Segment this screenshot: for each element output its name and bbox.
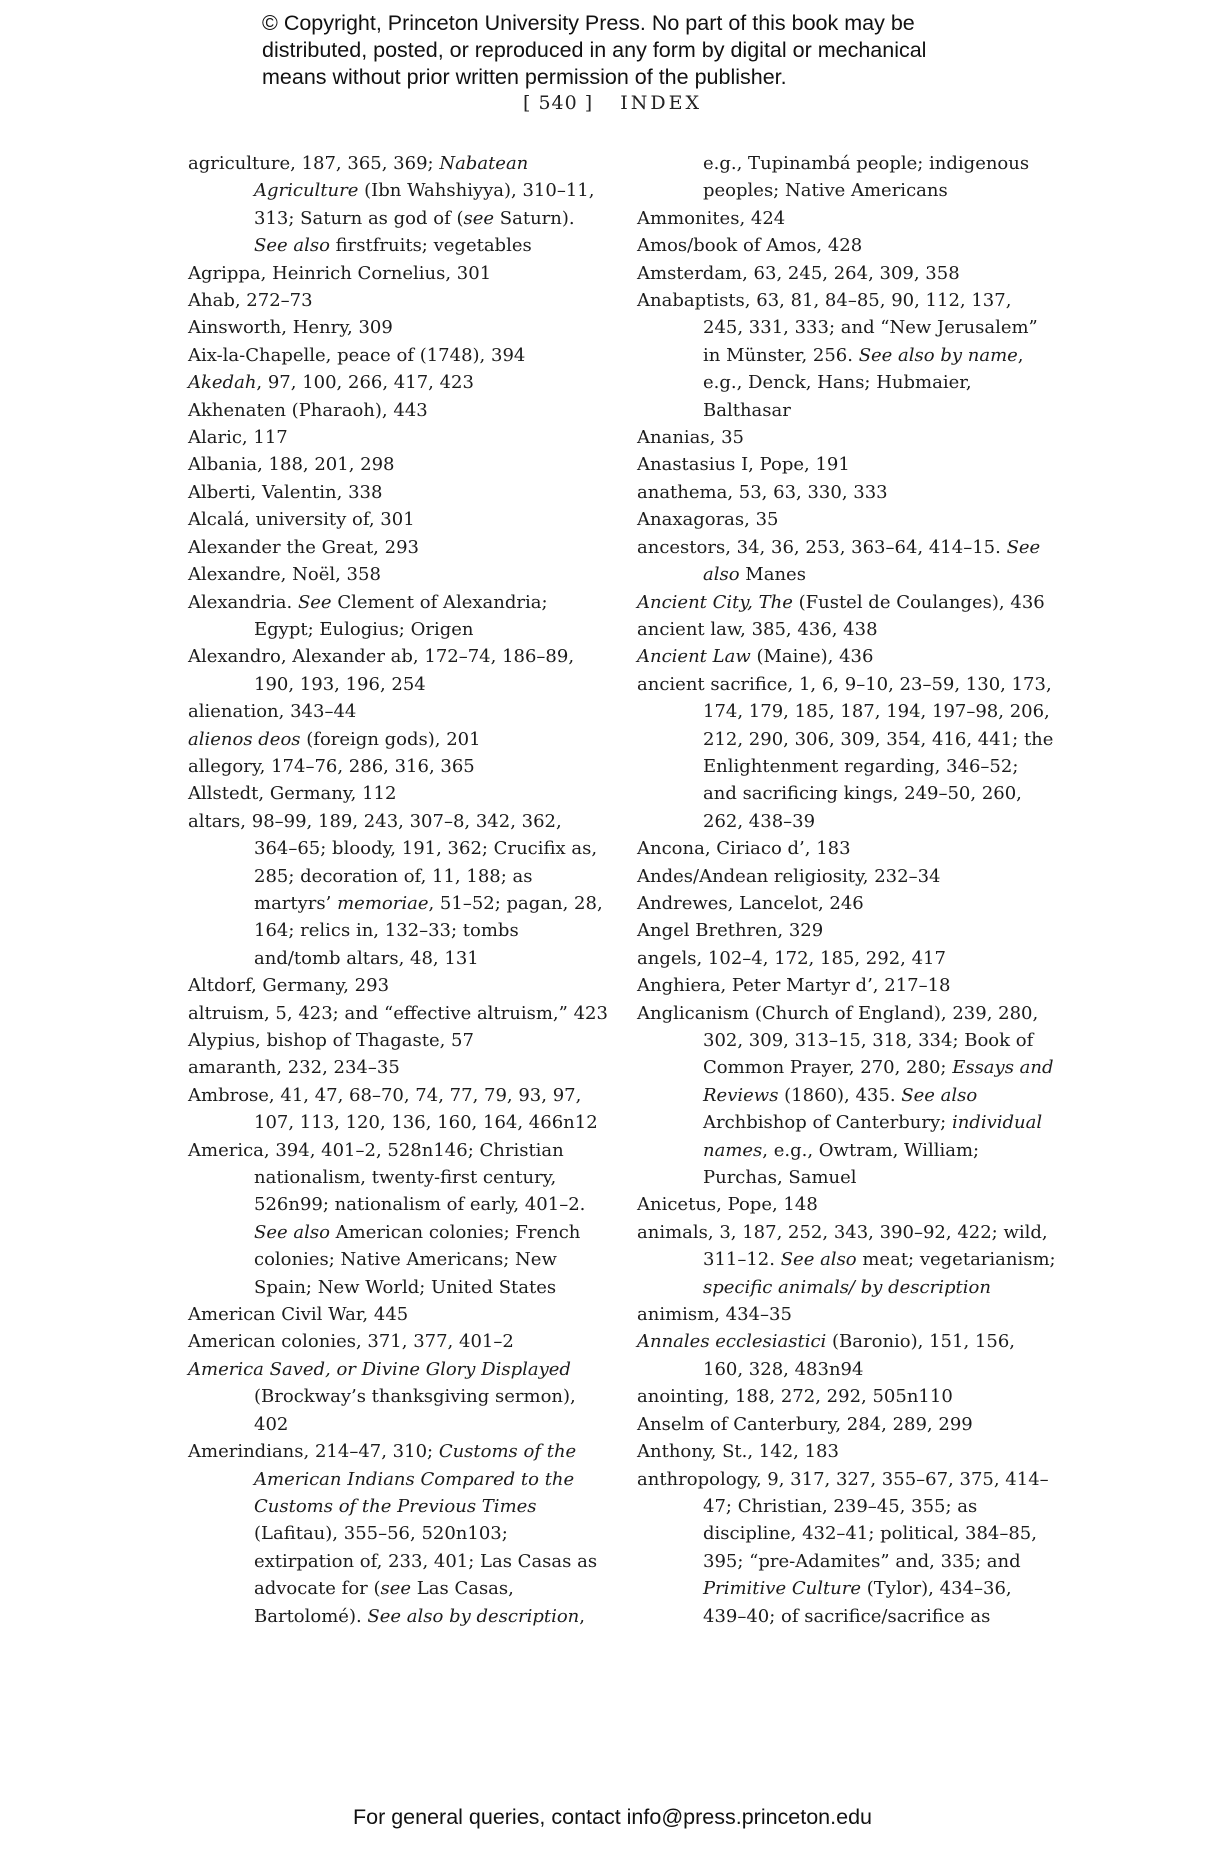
index-entry (188, 1137, 608, 1301)
index-entry-text: e.g., Tupinambá people; indigenous peoples; Native Americans (703, 153, 1030, 202)
index-entry (188, 1328, 608, 1355)
index-entry-text: Angel Brethren, 329 (637, 920, 824, 942)
index-entry (637, 1411, 1057, 1438)
index-entry-italic-text: America Saved, or Divine Glory Displayed (188, 1358, 571, 1380)
index-entry-text: Albania, 188, 201, 298 (188, 454, 395, 476)
index-entry (188, 314, 608, 341)
index-entry-italic-text: Akedah (188, 372, 257, 394)
index-entry (188, 1000, 608, 1027)
index-entry (637, 1328, 1057, 1383)
index-entry-text: Anicetus, Pope, 148 (637, 1194, 818, 1216)
index-entry-text: ancient sacrifice, 1, 6, 9–10, 23–59, 130, 173, 174, 179, 185, 187, 194, 197–98, 206, 212, 290, 306, 309, 354, 416, 441; the Enlightenment regarding, 346–52; and sacrificing kings, 249–50, 260, 262, 438–39 (637, 673, 1054, 832)
index-entry-italic-text: See also by description (367, 1605, 580, 1627)
index-entry-text: Ammonites, 424 (637, 207, 786, 229)
index-entry-italic-text: Essays and Reviews (703, 1057, 1054, 1106)
index-entry-text: (Lafitau), 355–56, 520n103; extirpation of, 233, 401; Las Casas as advocate for ( (254, 1523, 598, 1600)
index-entry-text: animals, 3, 187, 252, 343, 390–92, 422; wild, 311–12. (637, 1221, 1048, 1271)
index-entry-italic-text: memoriae (337, 892, 429, 914)
index-entry (188, 451, 608, 478)
index-entry-text: , e.g., Owtram, William; Purchas, Samuel (703, 1139, 980, 1189)
index-entry-text: Aix-la-Chapelle, peace of (1748), 394 (188, 344, 526, 366)
index-entry-text: American Civil War, 445 (188, 1304, 409, 1326)
index-entry (188, 424, 608, 451)
index-entry (637, 479, 1057, 506)
index-entry-text: Clement of Alexandria; Egypt; Eulogius; Origen (254, 591, 548, 640)
index-entry-text: ancient law, 385, 436, 438 (637, 618, 878, 640)
index-entry (188, 342, 608, 369)
index-entry (188, 1301, 608, 1328)
index-entry (637, 424, 1057, 451)
index-entry (637, 1219, 1057, 1301)
index-entry-italic-text: specific animals/ by description (703, 1276, 991, 1298)
index-entry (637, 506, 1057, 533)
index-entry-text: Ambrose, 41, 47, 68–70, 74, 77, 79, 93, 97, 107, 113, 120, 136, 160, 164, 466n12 (188, 1084, 598, 1134)
index-entry-text: American colonies, 371, 377, 401–2 (188, 1331, 514, 1353)
index-entry-text: Las Casas, Bartolomé). (254, 1578, 514, 1627)
index-entry-text: altruism, 5, 423; and “effective altruism,” 423 (188, 1002, 608, 1024)
index-entry-italic-text: See also (780, 1249, 857, 1271)
index-entry-text: Allstedt, Germany, 112 (188, 783, 397, 805)
index-entry (637, 1191, 1057, 1218)
index-entry (637, 260, 1057, 287)
index-entry-text: anathema, 53, 63, 330, 333 (637, 481, 888, 503)
index-entry (637, 1000, 1057, 1192)
running-title: INDEX (620, 92, 702, 114)
index-entry (637, 1383, 1057, 1410)
index-entry (637, 643, 1057, 670)
index-entry (188, 150, 608, 260)
index-entry (188, 589, 608, 644)
index-entry-text: Amsterdam, 63, 245, 264, 309, 358 (637, 262, 960, 284)
copyright-line: distributed, posted, or reproduced in any form by digital or mechanical (262, 38, 927, 62)
index-entry-italic-text: See (297, 591, 332, 613)
index-entry-italic-text: Customs of the American Indians Compared to the Customs of the Previous Times (254, 1441, 577, 1517)
index-entry (188, 287, 608, 314)
index-entry-text: Alexandre, Noël, 358 (188, 564, 381, 586)
index-entry-text: agriculture, 187, 365, 369; (188, 153, 440, 174)
index-entry-text: Anglicanism (Church of England), 239, 280, 302, 309, 313–15, 318, 334; Book of Common Prayer, 270, 280; (637, 1002, 1039, 1079)
page-number: [ 540 ] (523, 92, 594, 114)
index-entry (188, 1054, 608, 1081)
index-entry (637, 972, 1057, 999)
index-entry (637, 589, 1057, 616)
copyright-line: means without prior written permission of the publisher. (262, 65, 787, 89)
index-column-right (637, 150, 1057, 1630)
index-entry-text: Ancona, Ciriaco d’, 183 (637, 838, 851, 860)
index-entry (188, 260, 608, 287)
index-entry (637, 835, 1057, 862)
index-entry (188, 534, 608, 561)
index-entry-italic-text: Ancient Law (637, 646, 751, 668)
index-entry (188, 1438, 608, 1630)
index-entry-italic-text: See also (254, 1221, 330, 1243)
index-entry-italic-text: see (463, 207, 495, 229)
index-entry (188, 698, 608, 725)
index-entry (188, 726, 608, 753)
index-entry-text: Anselm of Canterbury, 284, 289, 299 (637, 1413, 973, 1435)
index-entry (637, 205, 1057, 232)
index-entry-text: anointing, 188, 272, 292, 505n110 (637, 1386, 953, 1408)
index-entry (188, 1082, 608, 1137)
index-entry-text: (Fustel de Coulanges), 436 (792, 591, 1045, 613)
copyright-notice (262, 10, 1022, 91)
index-entry (637, 1301, 1057, 1328)
index-entry-italic-text: See also by name (858, 344, 1018, 366)
index-entry (637, 1438, 1057, 1465)
index-entry (637, 1466, 1057, 1630)
index-entry-text: altars, 98–99, 189, 243, 307–8, 342, 362, 364–65; bloody, 191, 362; Crucifix as, 285; decoration of, 11, 188; as martyrs’ (188, 810, 598, 914)
index-entry-italic-text: see (380, 1578, 412, 1600)
index-entry (637, 616, 1057, 643)
index-entry-text: Amos/book of Amos, 428 (637, 235, 863, 257)
index-entry-text: ancestors, 34, 36, 253, 363–64, 414–15. (637, 536, 1007, 558)
index-entry (637, 863, 1057, 890)
index-entry (637, 890, 1057, 917)
index-entry-text: Amerindians, 214–47, 310; (188, 1441, 439, 1463)
index-entry-italic-text: See also (703, 536, 1041, 586)
index-entry-continuation (637, 150, 1057, 205)
index-entry-text: Agrippa, Heinrich Cornelius, 301 (188, 262, 492, 284)
index-entry-text: anthropology, 9, 317, 327, 355–67, 375, 414–47; Christian, 239–45, 355; as discipline, 432–41; political, 384–85, 395; “pre-Adamites” and, 335; and (637, 1468, 1049, 1572)
index-entry-text: Anghiera, Peter Martyr d’, 217–18 (637, 975, 951, 997)
index-entry (188, 753, 608, 780)
index-entry-italic-text: See also (901, 1084, 978, 1106)
running-head (0, 92, 1225, 114)
index-entry (188, 972, 608, 999)
index-entry-text: (Maine), 436 (750, 646, 874, 668)
index-entry (188, 479, 608, 506)
index-entry-text: (Baronio), 151, 156, 160, 328, 483n94 (703, 1331, 1015, 1380)
index-entry-text: , 97, 100, 266, 417, 423 (256, 372, 474, 394)
index-entry-text: amaranth, 232, 234–35 (188, 1057, 400, 1079)
index-entry-text: Saturn). (494, 207, 575, 229)
index-entry-italic-text: Annales ecclesiastici (637, 1331, 827, 1353)
index-entry (188, 1356, 608, 1438)
index-entry-text: America, 394, 401–2, 528n146; Christian nationalism, twenty-first century, 526n99; nationalism of early, 401–2. (188, 1139, 586, 1216)
index-entry-text: animism, 434–35 (637, 1304, 792, 1326)
index-entry (637, 232, 1057, 259)
index-entry-italic-text: See also (254, 235, 330, 257)
index-entry-text: Anabaptists, 63, 81, 84–85, 90, 112, 137, 245, 331, 333; and “New Jerusalem” in Münster, 256. (637, 290, 1038, 366)
index-entry-text: firstfruits; vegetables (329, 235, 532, 257)
index-entry-text: angels, 102–4, 172, 185, 292, 417 (637, 947, 946, 969)
index-entry-text: , 51–52; pagan, 28, 164; relics in, 132–33; tombs and/tomb altars, 48, 131 (254, 892, 603, 969)
footer-contact: For general queries, contact info@press.princeton.edu (352, 1805, 872, 1829)
index-entry-text: Manes (739, 564, 806, 586)
index-entry-text: Ahab, 272–73 (188, 290, 313, 312)
index-entry-text: Andrewes, Lancelot, 246 (637, 892, 864, 914)
index-entry-text: Anthony, St., 142, 183 (637, 1441, 839, 1463)
index-entry-text: alienation, 343–44 (188, 701, 357, 723)
index-entry (188, 506, 608, 533)
index-entry-text: (Brockway’s thanksgiving sermon), 402 (254, 1386, 576, 1435)
index-entry-text: meat; vegetarianism; (856, 1249, 1056, 1271)
index-entry (188, 561, 608, 588)
index-entry-text: Alcalá, university of, 301 (188, 509, 415, 531)
index-entry (188, 1027, 608, 1054)
index-entry (637, 287, 1057, 424)
index-entry-text: Alaric, 117 (188, 427, 288, 449)
index-entry-italic-text: alienos deos (188, 728, 301, 750)
index-entry-text: Alypius, bishop of Thagaste, 57 (188, 1030, 474, 1051)
index-entry (637, 945, 1057, 972)
index-entry-text: Akhenaten (Pharaoh), 443 (188, 399, 428, 421)
index-entry (188, 643, 608, 698)
index-entry (637, 451, 1057, 478)
index-entry-text: Alexandria. (188, 591, 298, 613)
index-entry (188, 369, 608, 396)
index-entry (637, 671, 1057, 835)
index-entry-text: allegory, 174–76, 286, 316, 365 (188, 755, 475, 777)
index-entry-text: Alexandro, Alexander ab, 172–74, 186–89, 190, 193, 196, 254 (188, 646, 575, 695)
index-entry-italic-text: Primitive Culture (703, 1578, 862, 1600)
copyright-line: © Copyright, Princeton University Press. No part of this book may be (262, 11, 915, 35)
index-entry-text: (Ibn Wahshiyya), 310–11, 313; Saturn as god of ( (254, 180, 595, 229)
index-entry-text: Alberti, Valentin, 338 (188, 481, 383, 503)
index-entry-text: Anastasius I, Pope, 191 (637, 454, 850, 476)
index-entry (188, 808, 608, 972)
index-entry (637, 917, 1057, 944)
index-entry-text: Ananias, 35 (637, 427, 744, 449)
index-entry-text: American colonies; French colonies; Native Americans; New Spain; New World; United States (254, 1221, 581, 1298)
index-column-left (188, 150, 608, 1630)
index-entry-text: Andes/Andean religiosity, 232–34 (637, 865, 941, 887)
index-entry (188, 397, 608, 424)
index-entry-text: Alexander the Great, 293 (188, 536, 419, 558)
index-entry-text: Altdorf, Germany, 293 (188, 975, 390, 997)
index-entry (637, 534, 1057, 589)
index-entry-text: Anaxagoras, 35 (637, 509, 779, 531)
index-entry-text: (1860), 435. (778, 1084, 902, 1106)
index-entry-italic-text: individual names (703, 1112, 1043, 1161)
index-entry-text: (Tylor), 434–36, 439–40; of sacrifice/sacrifice as (703, 1578, 1012, 1627)
index-entry-text: Ainsworth, Henry, 309 (188, 317, 393, 339)
index-entry-text: Archbishop of Canterbury; (703, 1112, 952, 1134)
index-entry-text: , e.g., Denck, Hans; Hubmaier, Balthasar (703, 344, 1024, 421)
index-entry-text: , (579, 1605, 586, 1627)
index-entry-italic-text: Nabatean Agriculture (254, 153, 529, 202)
index-entry-text: (foreign gods), 201 (300, 728, 481, 750)
index-entry-italic-text: Ancient City, The (637, 591, 793, 613)
index-entry (188, 780, 608, 807)
